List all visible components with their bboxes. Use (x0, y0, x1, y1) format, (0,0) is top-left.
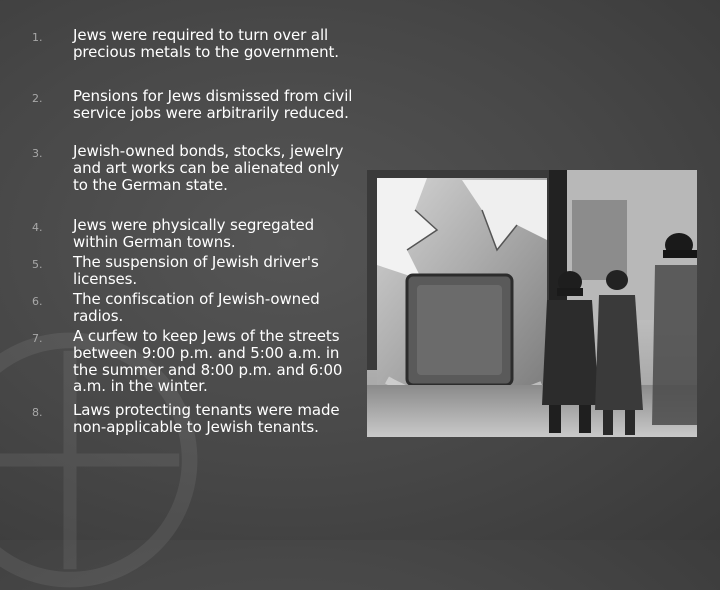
list-item-text: Jews were physically segregated within German towns. (73, 216, 315, 251)
list-item-text: Laws protecting tenants were made non-applicable to Jewish tenants. (73, 401, 340, 436)
list-item-text: A curfew to keep Jews of the streets between 9:00 p.m. and 5:00 a.m. in the summer and 8:00 p.m. and 6:00 a.m. in the winter. (73, 327, 343, 396)
list-number: 7. (32, 332, 43, 345)
list-item (28, 328, 353, 402)
list-item-text: Pensions for Jews dismissed from civil service jobs were arbitrarily reduced. (73, 87, 353, 122)
list-item-text: The suspension of Jewish driver's licenses. (73, 253, 319, 288)
list-number: 6. (32, 295, 43, 308)
list-item (28, 291, 353, 328)
list-number: 3. (32, 147, 43, 160)
list-item (28, 402, 353, 457)
list-item (28, 143, 353, 217)
numbered-list (28, 27, 353, 457)
list-number: 4. (32, 221, 43, 234)
list-item (28, 27, 353, 88)
list-number: 5. (32, 258, 43, 271)
list-number: 2. (32, 92, 43, 105)
list-item (28, 254, 353, 291)
list-number: 8. (32, 406, 43, 419)
list-item-text: The confiscation of Jewish-owned radios. (73, 290, 320, 325)
list-item (28, 217, 353, 254)
photo-illustration (367, 170, 697, 437)
historical-photo (367, 170, 697, 437)
list-item (28, 88, 353, 143)
list-item-text: Jewish-owned bonds, stocks, jewelry and art works can be alienated only to the German state. (73, 142, 344, 194)
list-item-text: Jews were required to turn over all precious metals to the government. (73, 26, 339, 61)
list-number: 1. (32, 31, 43, 44)
